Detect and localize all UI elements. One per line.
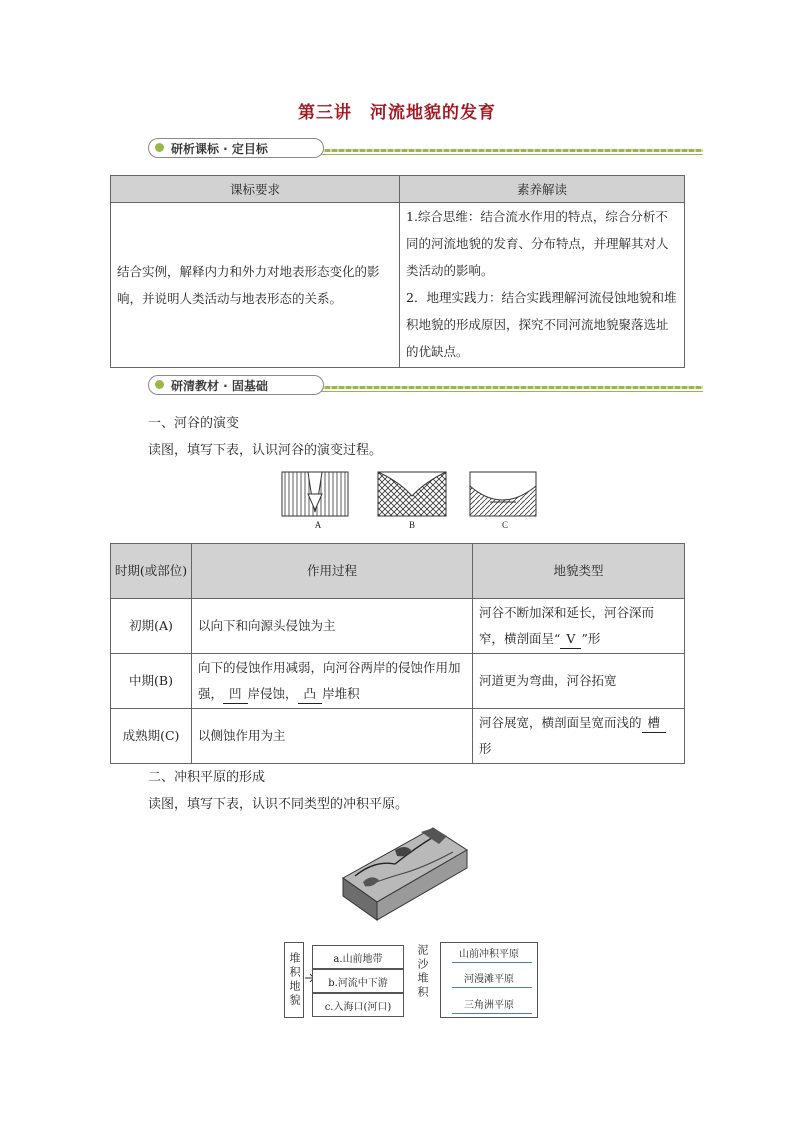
landform-cell [473, 709, 685, 764]
instruction-text: 读图，填写下表，认识不同类型的冲积平原。 [148, 797, 409, 812]
table-header: 地貌类型 [473, 544, 685, 599]
page-title: 第三讲 河流地貌的发育 [298, 103, 496, 123]
alluvial-plain-block-diagram [335, 820, 475, 925]
process-text: 向下的侵蚀作用减弱，向河谷两岸的侵蚀作用加强， [198, 660, 461, 701]
flow-left-label: 堆积地貌 [284, 942, 304, 1018]
section-heading: 二、冲积平原的形成 [148, 770, 266, 785]
landform-text: 河谷展宽，横剖面呈宽而浅的 [479, 715, 642, 730]
table-row [111, 599, 685, 654]
plain-type: 山前冲积平原 [459, 949, 519, 960]
process-text: 岸侵蚀， [247, 686, 298, 701]
valley-a-diagram [282, 472, 348, 516]
landform-text: 形 [479, 741, 492, 756]
table-header: 时期(或部位) [111, 544, 192, 599]
flow-location-box: a.山前地带 [312, 945, 404, 969]
literacy-interpretation [400, 203, 685, 368]
table-header: 作用过程 [192, 544, 473, 599]
instruction-text: 读图，填写下表，认识河谷的演变过程。 [148, 443, 383, 458]
literacy-item: 1.综合思维：结合流水作用的特点，综合分析不同的河流地貌的发育、分布特点，并理解其对人类活动的影响。 [406, 209, 669, 278]
plain-type: 河漫滩平原 [464, 974, 514, 985]
valley-c-diagram [470, 472, 536, 516]
process-cell [192, 654, 473, 709]
section-banner-textbook [148, 375, 703, 399]
diagram-caption: B [408, 520, 415, 530]
diagram-caption: A [314, 520, 322, 530]
table-row [111, 654, 685, 709]
process-cell: 以向下和向源头侵蚀为主 [192, 599, 473, 654]
landform-cell: 河道更为弯曲，河谷拓宽 [473, 654, 685, 709]
period-cell: 中期(B) [111, 654, 192, 709]
banner-divider [318, 386, 703, 389]
answer-underline [452, 987, 532, 988]
plain-type: 三角洲平原 [464, 1000, 514, 1011]
banner-label: 研析课标 · 定目标 [148, 138, 324, 158]
flow-mid-label: 泥沙堆积 [416, 944, 429, 1000]
valley-b-diagram [378, 472, 446, 516]
valley-evolution-diagram [280, 470, 540, 520]
landform-cell [473, 599, 685, 654]
process-cell: 以侧蚀作用为主 [192, 709, 473, 764]
flow-location-box: b.河流中下游 [312, 969, 404, 993]
table-header: 素养解读 [400, 176, 685, 203]
process-text: 岸堆积 [322, 686, 360, 701]
literacy-item: 2．地理实践力：结合实践理解河流侵蚀地貌和堆积地貌的形成原因，探究不同河流地貌聚落选址的优缺点。 [406, 290, 677, 359]
standard-requirement: 结合实例，解释内力和外力对地表形态变化的影响，并说明人类活动与地表形态的关系。 [111, 203, 400, 368]
answer-underline [452, 1013, 532, 1014]
standards-table [110, 175, 685, 368]
landform-text: ”形 [581, 631, 601, 646]
flow-location-box: c.入海口(河口) [312, 993, 404, 1017]
answer-underline [452, 962, 532, 963]
diagram-caption: C [501, 520, 508, 530]
landform-text: 河谷不断加深和延长，河谷深而窄，横剖面呈“ [479, 605, 655, 646]
banner-divider [318, 149, 703, 152]
table-row [111, 709, 685, 764]
answer-blank: 槽 [642, 714, 667, 733]
section-banner-standards [148, 138, 703, 162]
period-cell: 初期(A) [111, 599, 192, 654]
period-cell: 成熟期(C) [111, 709, 192, 764]
banner-divider-thin [298, 154, 703, 155]
banner-label: 研清教材 · 固基础 [148, 375, 324, 395]
valley-evolution-table [110, 543, 685, 764]
section-heading: 一、河谷的演变 [148, 416, 240, 431]
answer-blank: 凹 [223, 685, 248, 704]
banner-divider-thin [298, 391, 703, 392]
answer-blank: V [560, 630, 581, 649]
answer-blank: 凸 [298, 685, 323, 704]
table-header: 课标要求 [111, 176, 400, 203]
